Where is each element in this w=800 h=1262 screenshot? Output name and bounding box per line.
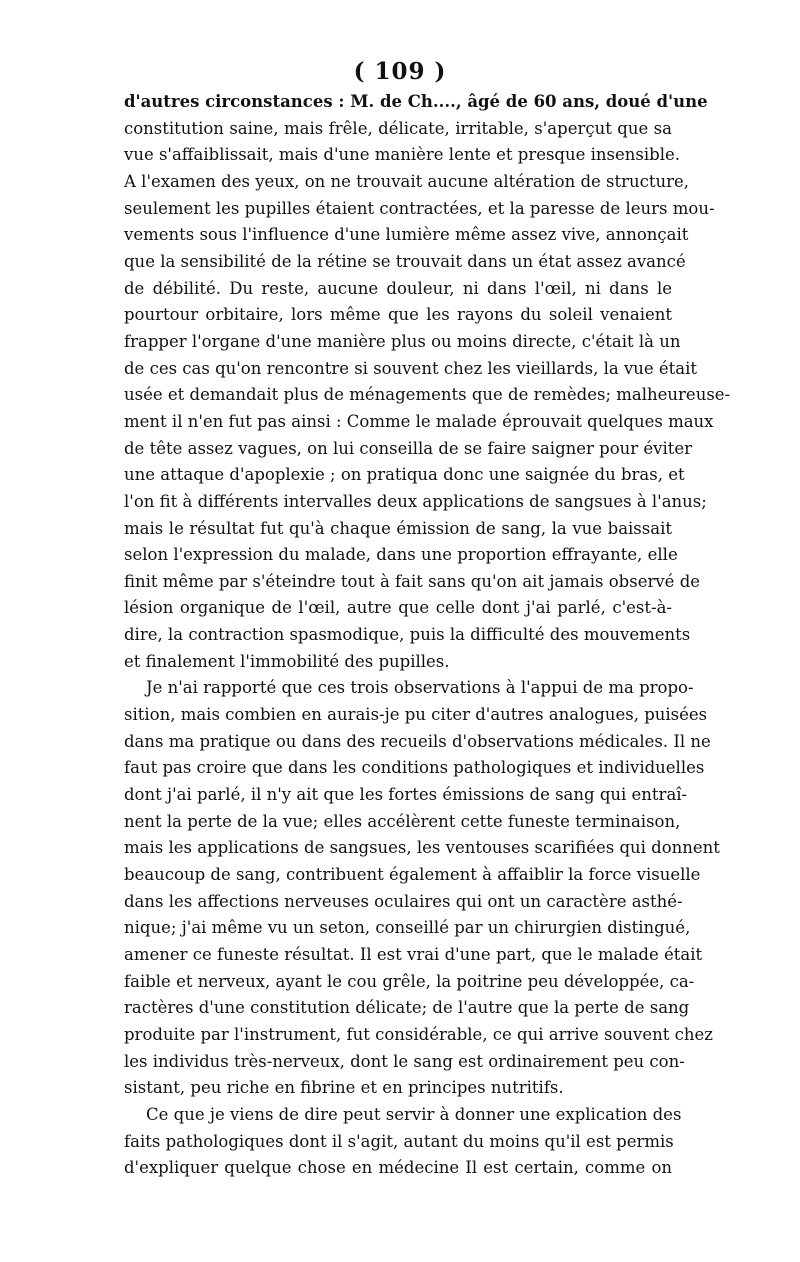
text-line: ment il n'en fut pas ainsi : Comme le malade éprouvait quelques maux [124,411,714,431]
paragraph-end-line: sistant, peu riche en fibrine et en principes nutritifs. [124,1078,564,1098]
text-line: vements sous l'influence d'une lumière même assez vive, annonçait [124,225,689,245]
text-line: vue s'affaiblissait, mais d'une manière lente et presque insensible. [124,145,680,165]
text-line: nique; j'ai même vu un seton, conseillé par un chirurgien distingué, [124,918,691,938]
page-number: ( 109 ) [353,58,447,85]
text-line: que la sensibilité de la rétine se trouvait dans un état assez avancé [124,251,686,271]
text-line: constitution saine, mais frêle, délicate, irritable, s'aperçut que sa [124,118,672,138]
text-line: selon l'expression du malade, dans une proportion effrayante, elle [124,545,678,565]
text-line: l'on fit à différents intervalles deux applications de sangsues à l'anus; [124,491,707,511]
text-line: faits pathologiques dont il s'agit, autant du moins qu'il est permis [124,1131,674,1151]
text-line: dire, la contraction spasmodique, puis la difficulté des mouvements [124,625,691,645]
text-line: faut pas croire que dans les conditions pathologiques et individuelles [124,758,705,778]
text-line: usée et demandait plus de ménagements que de remèdes; malheureuse- [124,385,731,405]
text-line: dans ma pratique ou dans des recueils d'observations médicales. Il ne [124,731,711,751]
text-line: pourtour orbitaire, lors même que les rayons du soleil venaient [124,305,672,325]
text-line: sition, mais combien en aurais-je pu citer d'autres analogues, puisées [124,705,708,725]
text-line: mais le résultat fut qu'à chaque émission de sang, la vue baissait [124,518,672,538]
text-line: amener ce funeste résultat. Il est vrai d'une part, que le malade était [124,945,703,964]
body-text [124,89,731,1182]
paragraph-start-line: Je n'ai rapporté que ces trois observations à l'appui de ma propo- [146,678,694,698]
text-line: ractères d'une constitution délicate; de l'autre que la perte de sang [124,998,690,1018]
text-line: mais les applications de sangsues, les ventouses scarifiées qui donnent [124,838,720,858]
text-line: produite par l'instrument, fut considérable, ce qui arrive souvent chez [124,1024,713,1044]
text-line: de tête assez vagues, on lui conseilla de se faire saigner pour éviter [124,438,693,458]
text-line: nent la perte de la vue; elles accélèrent cette funeste terminaison, [124,811,681,831]
paragraph-start-line: Ce que je viens de dire peut servir à donner une explication des [146,1104,682,1124]
text-line: frapper l'organe d'une manière plus ou moins directe, c'était là un [124,331,681,351]
text-line: d'expliquer quelque chose en médecine Il est certain, comme on [124,1158,672,1178]
text-line: dont j'ai parlé, il n'y ait que les fortes émissions de sang qui entraî- [124,785,688,805]
text-line: lésion organique de l'œil, autre que celle dont j'ai parlé, c'est-à- [124,598,672,618]
text-line: seulement les pupilles étaient contractées, et la paresse de leurs mou- [124,198,715,218]
text-line: de ces cas qu'on rencontre si souvent chez les vieillards, la vue était [124,358,698,378]
text-line: les individus très-nerveux, dont le sang est ordinairement peu con- [124,1051,685,1071]
text-line: finit même par s'éteindre tout à fait sans qu'on ait jamais observé de [124,571,701,591]
text-line: beaucoup de sang, contribuent également à affaiblir la force visuelle [124,865,701,885]
paragraph-end-line: et finalement l'immobilité des pupilles. [124,651,450,671]
text-line: A l'examen des yeux, on ne trouvait aucune altération de structure, [124,171,690,191]
text-line: faible et nerveux, ayant le cou grêle, la poitrine peu développée, ca- [124,971,695,991]
text-line: de débilité. Du reste, aucune douleur, ni dans l'œil, ni dans le [124,278,672,298]
text-line: dans les affections nerveuses oculaires qui ont un caractère asthé- [124,891,683,911]
text-line: d'autres circonstances : M. de Ch...., âgé de 60 ans, doué d'une [124,92,708,111]
text-line: une attaque d'apoplexie ; on pratiqua donc une saignée du bras, et [124,465,685,485]
